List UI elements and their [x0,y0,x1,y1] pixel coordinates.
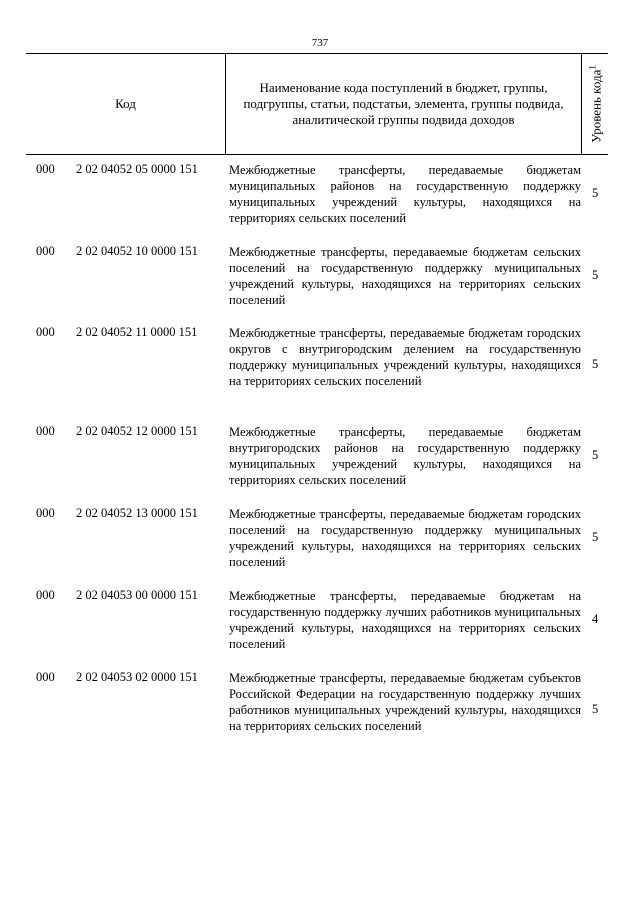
header-level-text: Уровень кода [588,69,604,143]
income-code: 2 02 04052 10 0000 151 [76,244,198,258]
admin-code: 000 [36,424,55,438]
admin-code: 000 [36,588,55,602]
income-code: 2 02 04052 11 0000 151 [76,325,198,339]
income-name: Межбюджетные трансферты, передаваемые бюджетам муниципальных районов на государственную поддержку муниципальных учреждений культуры, находящихся на территориях сельских поселений [229,163,581,225]
page-number: 737 [311,37,329,49]
income-code: 2 02 04052 12 0000 151 [76,424,198,438]
income-name: Межбюджетные трансферты, передаваемые бюджетам городских округов с внутригородским делением на государственную поддержку муниципальных учреждений культуры, находящихся на территориях сельских поселений [229,326,581,388]
admin-code: 000 [36,670,55,684]
header-level-footnote: 1 [586,65,597,70]
admin-code: 000 [36,325,55,339]
code-level: 5 [592,357,599,371]
code-level: 5 [592,448,599,462]
admin-code: 000 [36,162,55,176]
admin-code: 000 [36,244,55,258]
income-name: Межбюджетные трансферты, передаваемые бюджетам сельских поселений на государственную поддержку муниципальных учреждений культуры, находящихся на территориях сельских поселений [229,245,581,307]
code-level: 4 [592,612,599,626]
code-level: 5 [592,530,599,544]
income-code: 2 02 04053 00 0000 151 [76,588,198,602]
income-code: 2 02 04053 02 0000 151 [76,670,198,684]
income-name: Межбюджетные трансферты, передаваемые бюджетам внутригородских районов на государственную поддержку муниципальных учреждений культуры, находящихся на территориях сельских поселений [229,425,581,487]
header-code: Код [26,54,226,154]
header-level-label [587,65,604,143]
header-level [583,54,608,154]
table-header [26,53,608,155]
header-name: Наименование кода поступлений в бюджет, группы, подгруппы, статьи, подстатьи, элемента, группы подвида, аналитической группы подвида доходов [226,54,582,154]
income-name: Межбюджетные трансферты, передаваемые бюджетам субъектов Российской Федерации на государственную поддержку лучших работников муниципальных учреждений культуры, находящихся на территориях сельских поселений [229,671,581,733]
admin-code: 000 [36,506,55,520]
code-level: 5 [592,268,599,282]
code-level: 5 [592,186,599,200]
income-name: Межбюджетные трансферты, передаваемые бюджетам на государственную поддержку лучших работников муниципальных учреждений культуры, находящихся на территориях сельских поселений [229,589,581,651]
income-name: Межбюджетные трансферты, передаваемые бюджетам городских поселений на государственную поддержку муниципальных учреждений культуры, находящихся на территориях сельских поселений [229,507,581,569]
income-code: 2 02 04052 13 0000 151 [76,506,198,520]
code-level: 5 [592,702,599,716]
income-code: 2 02 04052 05 0000 151 [76,162,198,176]
